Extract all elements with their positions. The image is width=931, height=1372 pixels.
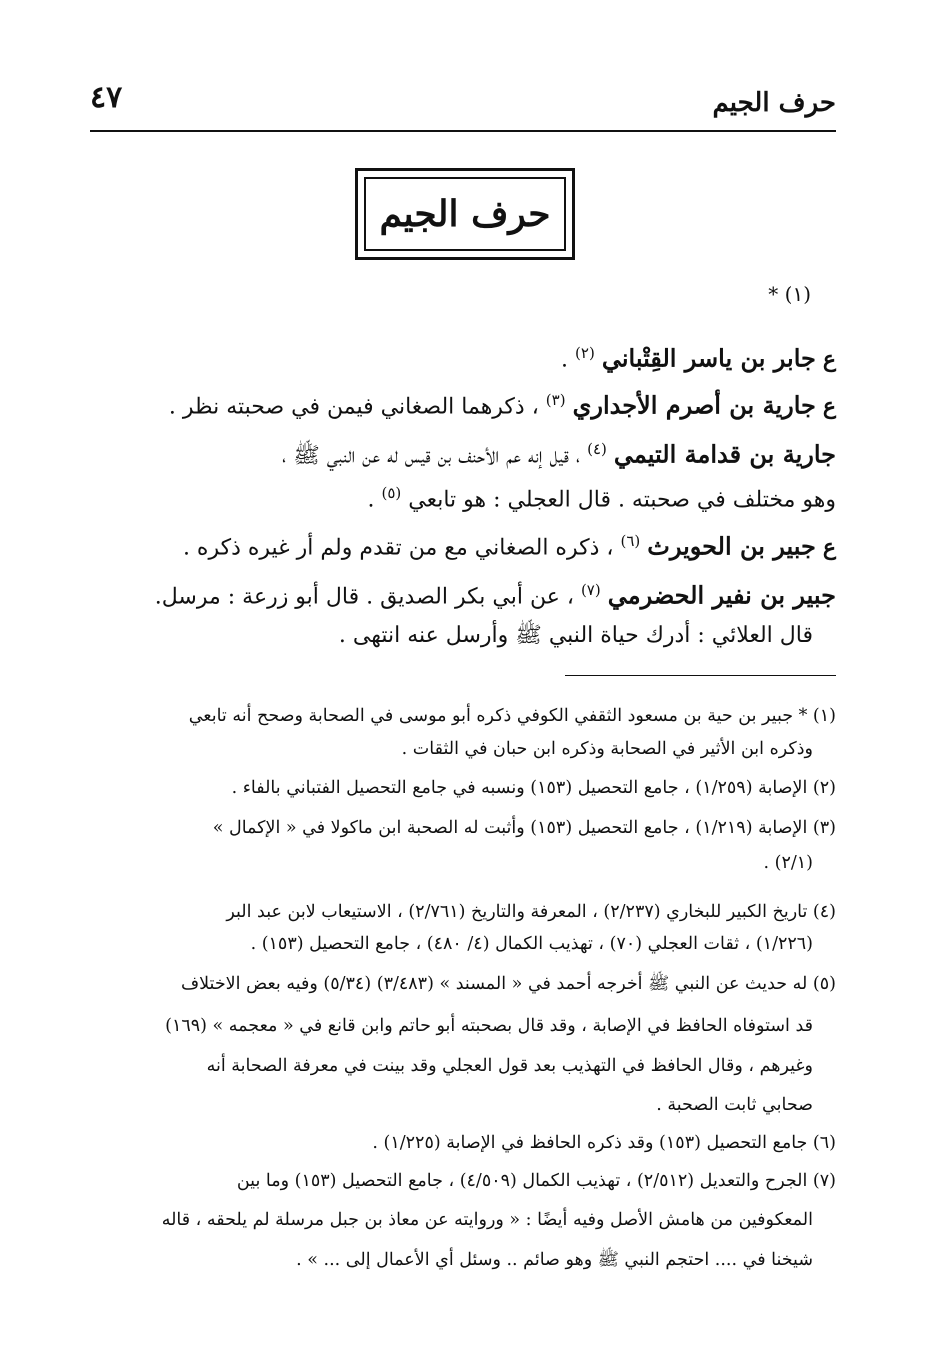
footnote-line: (٣) الإصابة (١/٢١٩) ، جامع التحصيل (١٥٣) وأثبت له الصحبة ابن ماكولا في « الإكمال » bbox=[212, 818, 836, 838]
entry-text: . bbox=[561, 347, 569, 373]
footnote-line: (٦) جامع التحصيل (١٥٣) وقد ذكره الحافظ في الإصابة (١/٢٢٥) . bbox=[372, 1133, 836, 1153]
entry-jariya-qudama bbox=[96, 434, 836, 471]
footnote-line: صحابي ثابت الصحبة . bbox=[656, 1095, 813, 1115]
entry-jabir bbox=[96, 338, 836, 375]
footnote-line: (٧) الجرح والتعديل (٢/٥١٢) ، تهذيب الكمال (٤/٥٠٩) ، جامع التحصيل (١٥٣) وما بين bbox=[236, 1171, 836, 1191]
running-title: حرف الجيم bbox=[712, 88, 836, 118]
footnote-line: (١/٢٢٦) ، ثقات العجلي (٧٠) ، تهذيب الكمال (٤/ ٤٨٠) ، جامع التحصيل (١٥٣) . bbox=[250, 934, 813, 954]
entry-text: ، ذكره الصغاني مع من تقدم ولم أر غيره ذكره . bbox=[182, 535, 614, 561]
entry-name: جابر بن ياسر القِتْباني bbox=[601, 343, 816, 373]
entry-prefix: ع bbox=[822, 534, 836, 561]
footnote-line: المعكوفين من هامش الأصل وفيه أيضًا : « وروايته عن معاذ بن جبل مرسلة لم يلحقه ، قاله bbox=[161, 1210, 813, 1230]
entry-text: ، عن أبي بكر الصديق . قال أبو زرعة : مرسل. bbox=[154, 584, 574, 610]
entry-prefix: ع bbox=[822, 346, 836, 373]
entry-tail: . bbox=[367, 487, 375, 513]
footnote-line: (٢/١) . bbox=[763, 853, 813, 873]
entry-jariya-continuation bbox=[96, 478, 836, 515]
entry-name: جبير بن نفير الحضرمي bbox=[607, 580, 836, 610]
chapter-title-box bbox=[355, 168, 575, 260]
footnote-line: (١) * جبير بن حية بن مسعود الثقفي الكوفي ذكره أبو موسى في الصحابة وصحح أنه تابعي bbox=[188, 706, 836, 726]
entry-jubayr-nufayr-continuation bbox=[96, 621, 813, 651]
entry-name: جارية بن قدامة التيمي bbox=[613, 439, 836, 469]
entry-jubayr-huwayrith bbox=[96, 526, 836, 563]
entry-text: ، ذكرهما الصغاني فيمن في صحبته نظر . bbox=[168, 394, 539, 420]
footnote-ref: (٣) bbox=[545, 391, 566, 409]
entry-jariya-asram bbox=[96, 385, 836, 422]
footnote-line: شيخنا في .... احتجم النبي ﷺ وهو صائم .. وسئل أي الأعمال إلى ... » . bbox=[296, 1250, 813, 1270]
footnote-line: (٤) تاريخ الكبير للبخاري (٢/٢٣٧) ، المعرفة والتاريخ (٢/٧٦١) ، الاستيعاب لابن عبد البر bbox=[226, 902, 836, 922]
footnote-line: (٥) له حديث عن النبي ﷺ أخرجه أحمد في « المسند » (٣/٤٨٣) (٥/٣٤) وفيه بعض الاختلاف bbox=[180, 974, 836, 994]
footnote-line: وغيرهم ، وقال الحافظ في التهذيب بعد قول العجلي وقد بينت في معرفة الصحابة أنه bbox=[206, 1056, 813, 1076]
star-footnote-marker: (١) * bbox=[768, 282, 811, 306]
footnote-rule bbox=[565, 675, 836, 676]
footnote-ref: (٧) bbox=[580, 581, 601, 599]
footnote-ref: (٥) bbox=[381, 484, 402, 502]
entry-prefix: ع bbox=[822, 393, 836, 420]
page-number: ٤٧ bbox=[90, 80, 123, 115]
entry-name: جارية بن أصرم الأجداري bbox=[572, 390, 816, 420]
footnote-line: (٢) الإصابة (١/٢٥٩) ، جامع التحصيل (١٥٣) ونسبه في جامع التحصيل الفتباني بالفاء . bbox=[231, 778, 836, 798]
chapter-title: حرف الجيم bbox=[379, 193, 551, 235]
entry-name: جبير بن الحويرث bbox=[647, 531, 816, 561]
header-rule bbox=[90, 130, 836, 132]
entry-text: وهو مختلف في صحبته . قال العجلي : هو تابعي bbox=[408, 487, 836, 513]
footnote-line: قد استوفاه الحافظ في الإصابة ، وقد قال بصحبته أبو حاتم وابن قانع في « معجمه » (١٦٩) bbox=[165, 1016, 813, 1036]
entry-jubayr-nufayr bbox=[96, 575, 836, 612]
footnote-line: وذكره ابن الأثير في الصحابة وذكره ابن حبان في الثقات . bbox=[401, 739, 813, 759]
entry-text: قال العلائي : أدرك حياة النبي ﷺ وأرسل عنه انتهى . bbox=[338, 623, 813, 648]
footnote-ref: (٤) bbox=[587, 440, 607, 458]
chapter-title-box-inner bbox=[364, 177, 566, 251]
entry-text: ، قيل إنه عم الأحنف بن قيس له عن النبي ﷺ ، bbox=[282, 443, 581, 469]
footnote-ref: (٦) bbox=[620, 532, 641, 550]
footnote-ref: (٢) bbox=[575, 344, 595, 362]
